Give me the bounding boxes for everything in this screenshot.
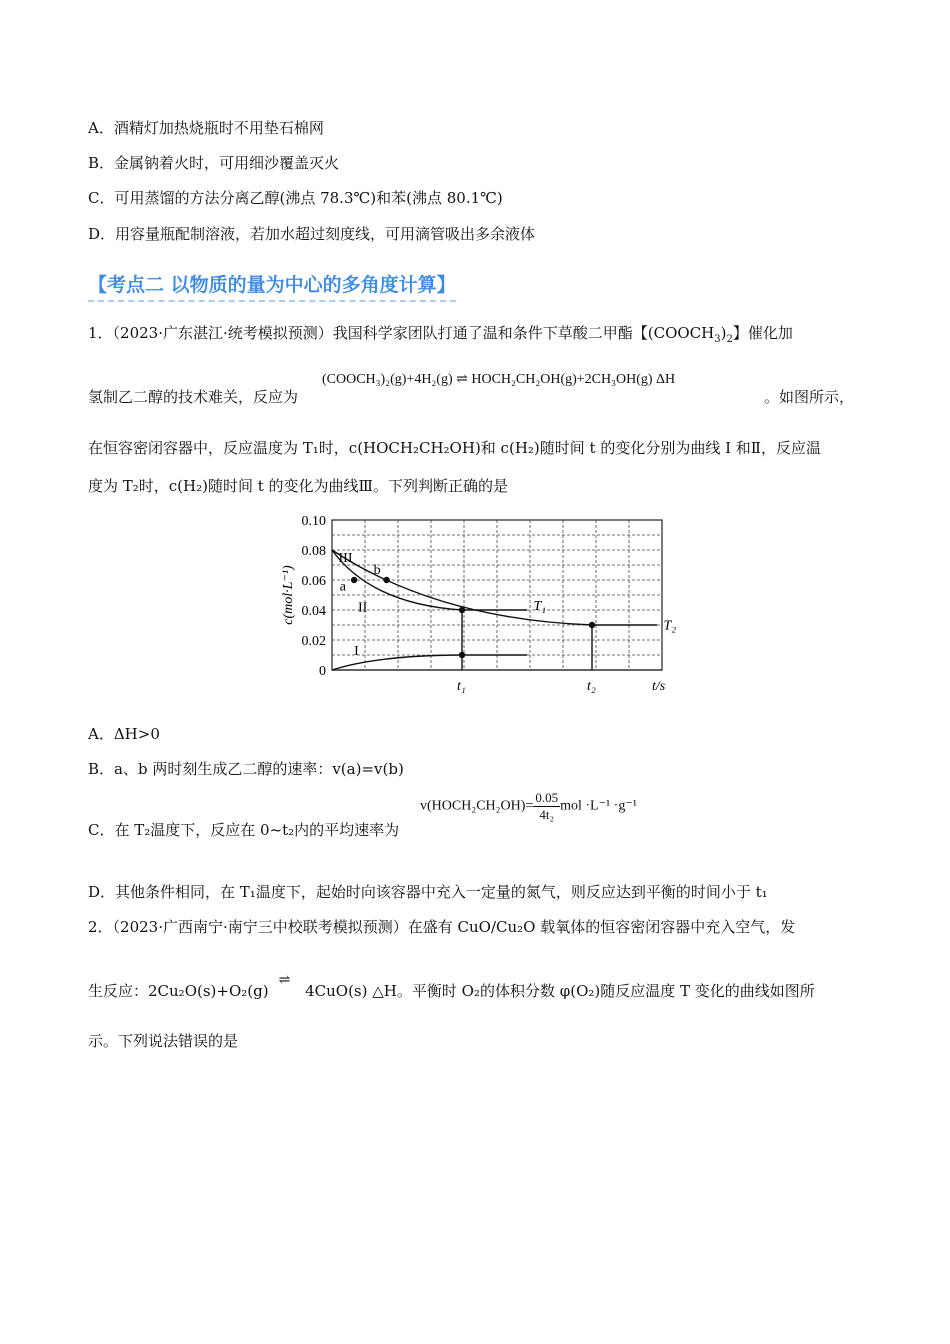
option-c-prev: C．可用蒸馏的方法分离乙醇(沸点 78.3℃)和苯(沸点 80.1℃) — [88, 189, 503, 207]
q1-line2-suffix: 。如图所示， — [764, 388, 855, 406]
label-b: b — [373, 563, 381, 578]
label-T1: T₁ — [533, 599, 547, 614]
equilibrium-arrow: ⇌ — [278, 972, 291, 988]
option-a-prev: A．酒精灯加热烧瓶时不用垫石棉网 — [88, 119, 324, 137]
rate-formula — [420, 790, 637, 823]
rate-fraction-den: 4t₂ — [539, 807, 555, 822]
point-t2-III — [589, 622, 595, 628]
y-axis-label: c(mol·L⁻¹) — [281, 565, 296, 625]
reaction-equation: (COOCH₃)₂(g)+4H₂(g) ⇌ HOCH₂CH₂OH(g)+2CH₃OH(g) ΔH — [322, 372, 676, 387]
x-tick-t1: t₁ — [457, 679, 466, 694]
option-d-prev: D．用容量瓶配制溶液，若加水超过刻度线，可用滴管吸出多余液体 — [88, 225, 536, 243]
label-III: III — [338, 551, 353, 566]
y-tick-label: 0.10 — [301, 514, 326, 529]
y-tick-label: 0.06 — [301, 574, 326, 589]
q1-option-d: D．其他条件相同，在 T₁温度下，起始时向该容器中充入一定量的氮气，则反应达到平衡的时间小于 t₁ — [88, 883, 768, 901]
chart-grid — [332, 520, 662, 670]
point-t1-II — [459, 607, 465, 613]
q1-line2-prefix: 氢制乙二醇的技术难关，反应为 — [88, 388, 299, 406]
q1-option-c: C．在 T₂温度下，反应在 0~t₂内的平均速率为 — [88, 821, 400, 839]
point-t1-I — [459, 652, 465, 658]
q1-line1: 1．（2023·广东湛江·统考模拟预测）我国科学家团队打通了温和条件下草酸二甲酯【$(COOCH_3)_2$】催化加 — [88, 324, 793, 345]
rate-formula-unit: mol ·L⁻¹ ·g⁻¹ — [560, 798, 637, 814]
q1-line3: 在恒容密闭容器中，反应温度为 T₁时，c(HOCH₂CH₂OH)和 c(H₂)随时间 t 的变化分别为曲线 I 和Ⅱ，反应温 — [88, 439, 821, 457]
point-b — [383, 577, 389, 583]
label-T2: T₂ — [663, 618, 677, 634]
section-heading: 【考点二 以物质的量为中心的多角度计算】 — [88, 270, 456, 302]
q1-line4: 度为 T₂时，c(H₂)随时间 t 的变化为曲线Ⅲ。下列判断正确的是 — [88, 477, 509, 495]
q2-line2: 生反应：2Cu₂O(s)+O₂(g)⇌ 4CuO(s) △H。平衡时 O₂的体积分数 φ(O₂)随反应温度 T 变化的曲线如图所 — [88, 972, 815, 1000]
option-b-prev: B．金属钠着火时，可用细沙覆盖灭火 — [88, 154, 340, 172]
y-tick-label: 0.04 — [301, 604, 326, 619]
label-II: II — [358, 600, 368, 616]
concentration-chart — [270, 505, 690, 700]
q1-option-a: A．ΔH>0 — [88, 725, 160, 743]
x-tick-t2: t₂ — [587, 679, 596, 694]
curve-III — [332, 550, 657, 625]
q2-line3: 示。下列说法错误的是 — [88, 1032, 239, 1050]
rate-formula-left: v(HOCH₂CH₂OH)= — [420, 798, 534, 814]
point-a — [351, 577, 357, 583]
x-axis-label: t/s — [652, 679, 666, 694]
curve-I — [332, 655, 527, 670]
y-tick-label: 0 — [319, 664, 326, 679]
y-tick-label: 0.02 — [301, 634, 326, 649]
q1-option-b: B．a、b 两时刻生成乙二醇的速率：v(a)=v(b) — [88, 760, 404, 778]
rate-fraction-num: 0.05 — [535, 790, 559, 805]
label-I: I — [354, 644, 359, 659]
q2-line1: 2．（2023·广西南宁·南宁三中校联考模拟预测）在盛有 CuO/Cu₂O 载氧体的恒容密闭容器中充入空气，发 — [88, 918, 796, 936]
label-a: a — [339, 579, 347, 595]
rate-fraction — [533, 790, 560, 823]
y-tick-label: 0.08 — [301, 544, 326, 559]
